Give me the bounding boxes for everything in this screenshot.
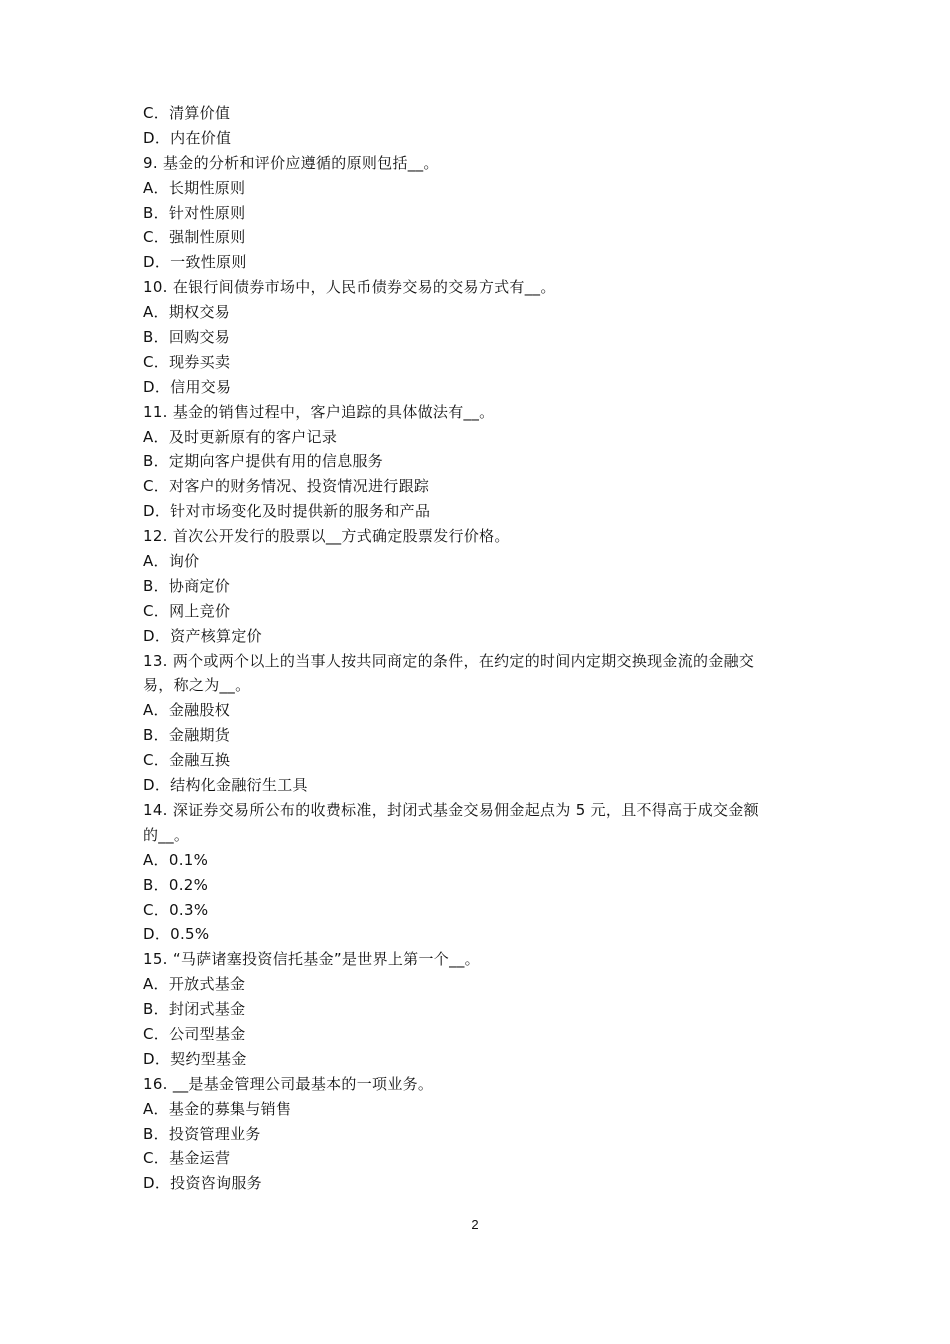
option-line: C．现券买卖 [143, 352, 231, 371]
option-line: A．0.1% [143, 850, 209, 869]
option-line: B．投资管理业务 [143, 1124, 261, 1143]
option-line: C．0.3% [143, 900, 209, 919]
option-line: A．基金的募集与销售 [143, 1099, 292, 1118]
option-line: B．定期向客户提供有用的信息服务 [143, 452, 384, 471]
option-line: C．对客户的财务情况、投资情况进行跟踪 [143, 477, 430, 496]
option-line: C．强制性原则 [143, 228, 246, 247]
option-line: D．内在价值 [143, 128, 232, 147]
option-line: D．针对市场变化及时提供新的服务和产品 [143, 502, 431, 521]
page-number: 2 [471, 1217, 479, 1232]
option-line: D．信用交易 [143, 377, 232, 396]
option-line: A．金融股权 [143, 701, 231, 720]
question-line: 11. 基金的销售过程中，客户追踪的具体做法有__。 [143, 402, 495, 421]
question-line: 9. 基金的分析和评价应遵循的原则包括__。 [143, 153, 439, 172]
option-line: A．长期性原则 [143, 178, 246, 197]
option-line: D．结构化金融衍生工具 [143, 776, 308, 795]
option-line: C．清算价值 [143, 104, 231, 122]
question-line-continued: 易，称之为__。 [143, 676, 251, 695]
option-line: B．针对性原则 [143, 203, 246, 222]
question-line: 12. 首次公开发行的股票以__方式确定股票发行价格。 [143, 527, 510, 546]
option-line: A．开放式基金 [143, 975, 246, 994]
option-line: C．金融互换 [143, 751, 231, 770]
question-line: 14. 深证券交易所公布的收费标准，封闭式基金交易佣金起点为 5 元，且不得高于成交金额 [143, 800, 759, 819]
option-line: D．0.5% [143, 925, 210, 944]
option-line: D．资产核算定价 [143, 626, 262, 645]
option-line: D．一致性原则 [143, 253, 247, 272]
option-line: C．基金运营 [143, 1149, 231, 1168]
question-line: 16. __是基金管理公司最基本的一项业务。 [143, 1074, 434, 1093]
question-line-continued: 的__。 [143, 825, 190, 844]
option-line: B．封闭式基金 [143, 1000, 246, 1019]
option-line: B．回购交易 [143, 328, 231, 347]
option-line: A．及时更新原有的客户记录 [143, 427, 338, 446]
option-line: B．金融期货 [143, 726, 231, 745]
question-line: 10. 在银行间债券市场中，人民币债券交易的交易方式有__。 [143, 278, 556, 297]
option-line: D．契约型基金 [143, 1049, 247, 1068]
option-line: B．0.2% [143, 875, 209, 894]
option-line: A．期权交易 [143, 303, 231, 322]
option-line: C．网上竞价 [143, 601, 231, 620]
option-line: C．公司型基金 [143, 1024, 246, 1043]
question-list [143, 101, 813, 1196]
option-line: D．投资咨询服务 [143, 1174, 262, 1193]
option-line: A．询价 [143, 552, 200, 571]
question-line: 15. “马萨诸塞投资信托基金”是世界上第一个__。 [143, 950, 480, 969]
question-line: 13. 两个或两个以上的当事人按共同商定的条件，在约定的时间内定期交换现金流的金融交 [143, 651, 755, 670]
option-line: B．协商定价 [143, 576, 231, 595]
